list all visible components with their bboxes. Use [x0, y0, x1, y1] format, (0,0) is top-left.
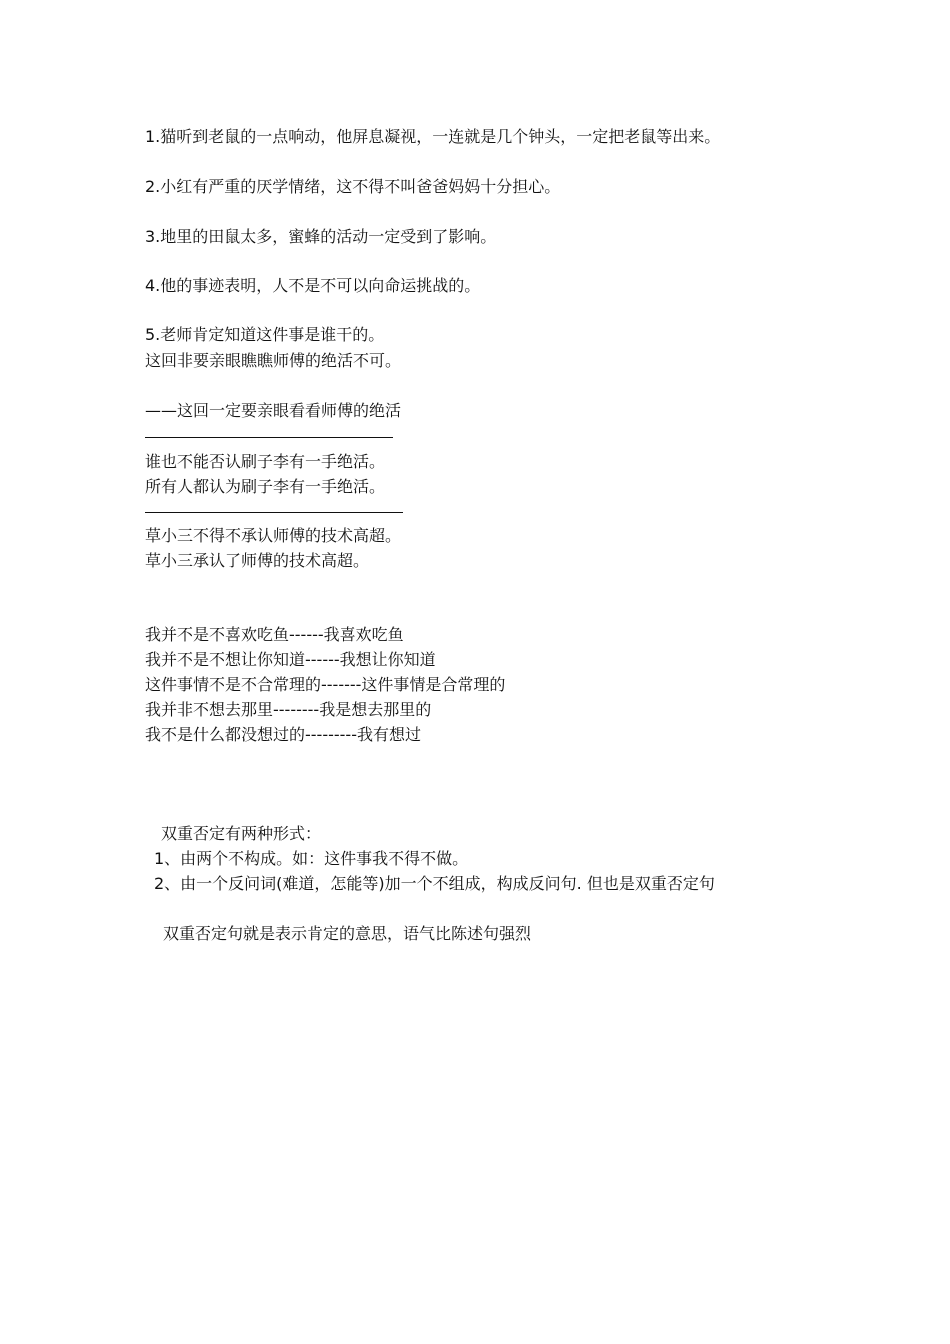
example-5: 我不是什么都没想过的---------我有想过 [145, 725, 421, 744]
pair-a-original: 这回非要亲眼瞧瞧师傅的绝活不可。 [145, 351, 402, 370]
example-2: 我并不是不想让你知道------我想让你知道 [145, 650, 436, 669]
pair-b-original: 谁也不能否认刷子李有一手绝活。 [145, 452, 386, 471]
sentence-3: 3.地里的田鼠太多，蜜蜂的活动一定受到了影响。 [145, 227, 497, 246]
notes-summary: 双重否定句就是表示肯定的意思，语气比陈述句强烈 [163, 924, 532, 943]
sentence-5: 5.老师肯定知道这件事是谁干的。 [145, 325, 385, 344]
pair-c-original: 草小三不得不承认师傅的技术高超。 [145, 526, 402, 545]
notes-heading: 双重否定有两种形式： [161, 824, 322, 843]
divider-line [145, 437, 393, 438]
sentence-1: 1.猫听到老鼠的一点响动，他屏息凝视，一连就是几个钟头，一定把老鼠等出来。 [145, 127, 721, 146]
example-4: 我并非不想去那里--------我是想去那里的 [145, 700, 432, 719]
notes-form-1: 1、由两个不构成。如：这件事我不得不做。 [154, 849, 469, 868]
pair-c-rewrite: 草小三承认了师傅的技术高超。 [145, 551, 370, 570]
sentence-4: 4.他的事迹表明，人不是不可以向命运挑战的。 [145, 276, 481, 295]
example-1: 我并不是不喜欢吃鱼------我喜欢吃鱼 [145, 625, 404, 644]
example-3: 这件事情不是不合常理的-------这件事情是合常理的 [145, 675, 506, 694]
sentence-2: 2.小红有严重的厌学情绪，这不得不叫爸爸妈妈十分担心。 [145, 177, 561, 196]
divider-line [145, 512, 403, 513]
pair-b-rewrite: 所有人都认为刷子李有一手绝活。 [145, 477, 386, 496]
pair-a-rewrite: ——这回一定要亲眼看看师傅的绝活 [145, 401, 402, 420]
notes-form-2: 2、由一个反问词(难道，怎能等)加一个不组成，构成反问句. 但也是双重否定句 [154, 874, 715, 893]
